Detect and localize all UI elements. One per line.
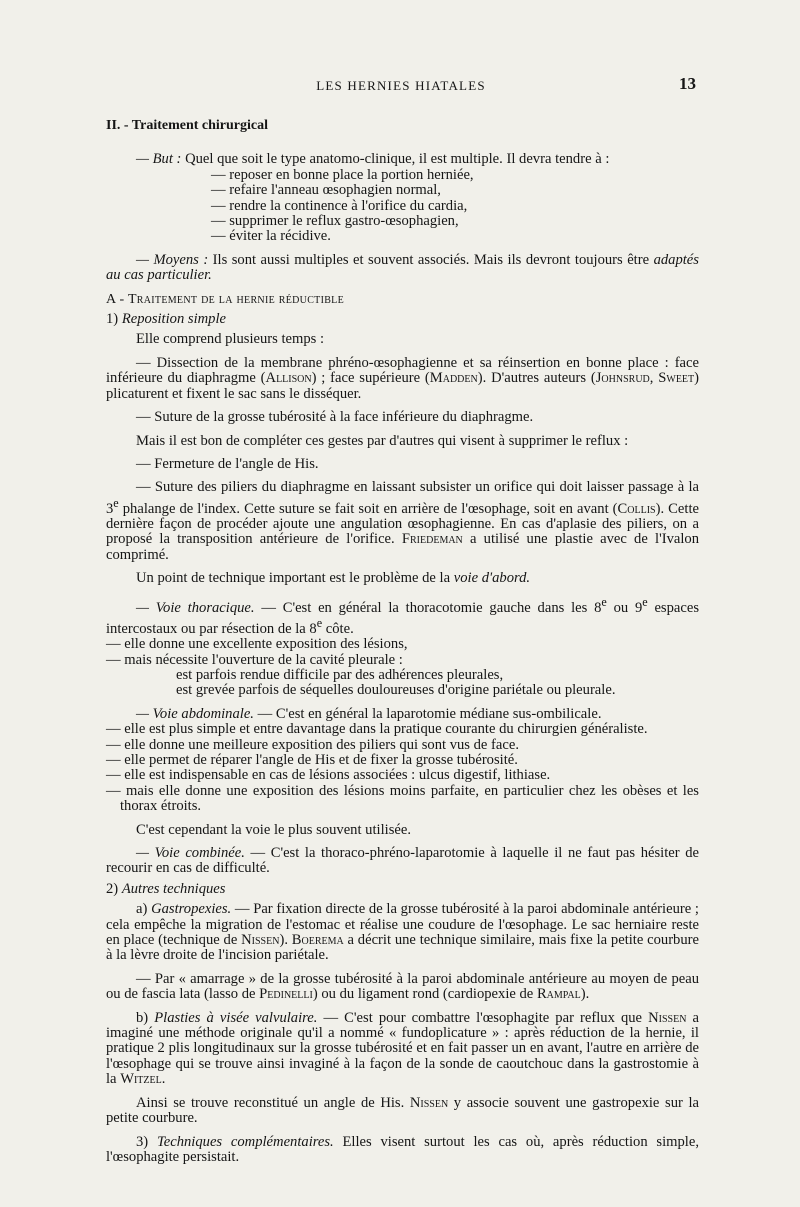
page-number: 13 — [679, 74, 696, 93]
ainsi-paragraph — [106, 1096, 699, 1127]
author-name: Allison — [265, 370, 312, 387]
item-label: Plasties à visée valvulaire. — [154, 1009, 318, 1026]
text-run: , — [649, 370, 659, 387]
text-run: ). D'autres auteurs ( — [477, 370, 596, 387]
subsection-number: 3) — [136, 1133, 149, 1150]
voie-label: — Voie abdominale. — [136, 705, 254, 722]
author-name: Rampal — [536, 986, 581, 1003]
text-run: ). — [279, 932, 292, 949]
list-item: — elle permet de réparer l'angle de His et de fixer la grosse tubérosité. — [106, 751, 518, 768]
but-list — [211, 168, 699, 245]
text-run: espaces intercostaux ou par résection de la 8 — [106, 599, 700, 637]
text-run: Elles visent surtout les cas où, après réduction simple, l'œsophagite persistait. — [106, 1133, 699, 1165]
text-run: — Par fixation directe de la grosse tubérosité à la paroi abdominale antérieure ; cela empêche la migration de l'estomac et réalise une coudure de l'œsophage. Le sac herniaire reste en place (technique de — [106, 901, 699, 949]
moyens-label: — Moyens : — [136, 251, 209, 268]
author-name: Friedeman — [401, 531, 463, 548]
author-name: Nissen — [409, 1094, 449, 1111]
text-run: . — [161, 1071, 166, 1088]
list-item: — mais nécessite l'ouverture de la cavité pleurale : — [106, 651, 403, 668]
paragraph: — Fermeture de l'angle de His. — [136, 455, 319, 472]
paragraph — [106, 571, 699, 586]
subsection-label: Techniques complémentaires. — [156, 1133, 334, 1150]
author-name: Pedinelli — [259, 986, 313, 1003]
subsection-number: 2) — [106, 880, 119, 897]
text-run: — C'est en général la laparotomie médiane sus-ombilicale. — [253, 705, 602, 722]
but-paragraph — [106, 152, 699, 167]
section-title: II. - Traitement chirurgical — [106, 118, 269, 133]
author-name: Boerema — [291, 932, 344, 949]
text-run: ). Cette dernière façon de procéder ajoute une angulation œsophagienne. En cas d'aplasie des piliers, on a proposé la transposition antérieure de l'orifice. — [106, 500, 699, 548]
paragraph — [106, 356, 699, 402]
subsection-label: Reposition simple — [121, 311, 227, 328]
voie-thoracique — [106, 595, 699, 638]
voie-abdominale — [106, 707, 699, 722]
text-run: ) plicaturent et fixent le sac sans le disséquer. — [106, 370, 700, 402]
text-run: Ainsi se trouve reconstitué un angle de His. — [136, 1094, 410, 1111]
text-run: — C'est en général la thoracotomie gauche dans les 8 — [254, 599, 602, 616]
list-item: — mais elle donne une exposition des lésions moins parfaite, en particulier chez les obèses et les thorax étroits. — [106, 782, 699, 815]
item-letter: a) — [136, 901, 148, 918]
list-item: — refaire l'anneau œsophagien normal, — [211, 182, 441, 199]
text-run: a imaginé une méthode originale qu'il a nommé « fundoplicature » : après réduction de la hernie, il pratique 2 plis longitudinaux sur la grosse tubérosité et en fait passer un en avant, l'autre en arrière de l'œsophage qui se trouve ainsi invaginé à la façon de la sonde de caoutchouc dans la gastrostomie à la — [106, 1009, 699, 1088]
author-name: Nissen — [648, 1009, 687, 1026]
list-item: — elle est plus simple et entre davantage dans la pratique courante du chirurgien généraliste. — [106, 721, 648, 738]
but-text: Quel que soit le type anatomo-clinique, il est multiple. Il devra tendre à : — [185, 151, 610, 168]
list-item: — éviter la récidive. — [211, 228, 331, 245]
subsection-2-title — [106, 882, 699, 897]
voie-label: — Voie combinée. — [136, 845, 245, 862]
plasties-paragraph — [106, 1011, 699, 1088]
text-run: ) ; face supérieure ( — [311, 370, 430, 387]
list-item: — elle donne une meilleure exposition des piliers qui sont vus de face. — [106, 736, 519, 753]
voie-label: — Voie thoracique. — [136, 599, 255, 616]
author-name: Nissen — [241, 932, 280, 949]
text-run: — C'est pour combattre l'œsophagite par reflux que — [317, 1009, 649, 1026]
text-run: ). — [580, 986, 590, 1003]
text-run: — C'est la thoraco-phréno-laparotomie à laquelle il ne faut pas hésiter de recourir en cas de difficulté. — [106, 845, 699, 877]
text-run: a utilisé une plastie avec de l'Ivalon comprimé. — [106, 531, 700, 563]
superscript: e — [601, 594, 607, 609]
superscript: e — [316, 615, 323, 630]
author-name: Witzel — [120, 1071, 162, 1088]
subsection-label: Autres techniques — [121, 880, 226, 897]
gastropexies-paragraph — [106, 902, 699, 964]
list-item: — reposer en bonne place la portion herniée, — [211, 166, 474, 183]
text-run: — Dissection de la membrane phréno-œsophagienne et sa réinsertion en bonne place : face inférieure du diaphragme ( — [106, 354, 699, 387]
superscript: e — [642, 594, 648, 609]
header-title: LES HERNIES HIATALES — [316, 78, 486, 93]
moyens-text: Ils sont aussi multiples et souvent associés. Mais ils devront toujours être — [212, 251, 650, 268]
text-run: y associe souvent une gastropexie sur la petite courbure. — [106, 1094, 699, 1127]
text-run: — Suture des piliers du diaphragme en laissant subsister un orifice qui doit laisser passage à la 3 — [106, 479, 699, 517]
paragraph: Elle comprend plusieurs temps : — [136, 331, 325, 348]
italic-run: voie d'abord. — [453, 570, 531, 587]
list-item: — rendre la continence à l'orifice du cardia, — [211, 197, 468, 214]
list-item: — elle est indispensable en cas de lésions associées : ulcus digestif, lithiase. — [106, 767, 551, 784]
text-run: phalange de l'index. Cette suture se fait soit en arrière de l'œsophage, soit en avant ( — [118, 500, 618, 517]
voie-combinee — [106, 846, 699, 877]
item-label: Gastropexies. — [151, 901, 232, 918]
subsection-3 — [106, 1135, 699, 1166]
superscript: e — [113, 495, 119, 510]
text-run: — Par « amarrage » de la grosse tubérosité à la paroi abdominale antérieure au moyen de peau ou de fascia lata (lasso de — [106, 970, 699, 1003]
moyens-paragraph — [106, 253, 699, 284]
list-subitem: est grevée parfois de séquelles douloureuses d'origine pariétale ou pleurale. — [176, 682, 616, 699]
text-run: ou 9 — [606, 599, 643, 616]
list-item: — elle donne une excellente exposition des lésions, — [106, 636, 408, 653]
list-subitem: est parfois rendue difficile par des adhérences pleurales, — [176, 666, 504, 683]
paragraph: — Suture de la grosse tubérosité à la face inférieure du diaphragme. — [136, 409, 534, 426]
text-run: a décrit une technique similaire, mais fixe la petite courbure à la lèvre droite de l'incision pariétale. — [106, 932, 699, 964]
text-run: Un point de technique important est le problème de la — [136, 570, 454, 587]
author-name: Johnsrud — [595, 370, 650, 387]
moyens-italic: adaptés au cas particulier. — [106, 251, 699, 284]
text-run: ) ou du ligament rond (cardiopexie de — [312, 986, 537, 1003]
amarrage-paragraph — [106, 972, 699, 1003]
paragraph — [106, 480, 699, 563]
text-run: côte. — [322, 620, 354, 637]
paragraph: Mais il est bon de compléter ces gestes par d'autres qui visent à supprimer le reflux : — [136, 432, 629, 449]
list-item: — supprimer le reflux gastro-œsophagien, — [211, 213, 459, 230]
running-header — [106, 74, 696, 98]
subsection-number: 1) — [106, 311, 119, 328]
but-label: — But : — [136, 151, 182, 168]
heading-a: A - Traitement de la hernie réductible — [106, 291, 345, 307]
body-text — [106, 118, 699, 1165]
item-letter: b) — [136, 1009, 149, 1026]
author-name: Collis — [617, 500, 656, 517]
subsection-1-title — [106, 312, 699, 327]
paragraph: C'est cependant la voie le plus souvent utilisée. — [136, 821, 411, 838]
author-name: Madden — [429, 370, 478, 387]
author-name: Sweet — [658, 370, 695, 387]
